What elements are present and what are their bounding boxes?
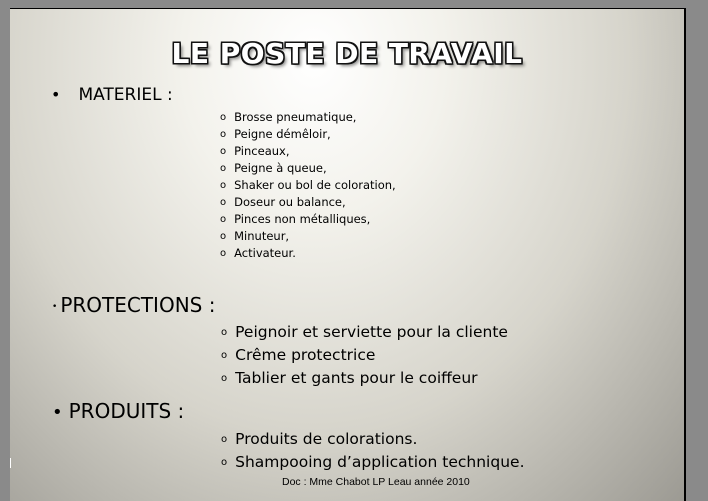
- list-item: o Shaker ou bol de coloration,: [220, 178, 396, 192]
- heading-text: PRODUITS :: [68, 399, 185, 423]
- protections-list: [221, 321, 508, 390]
- slide-title: LE POSTE DE TRAVAIL: [171, 37, 523, 70]
- footer-credit: Doc : Mme Chabot LP Leau année 2010: [282, 476, 470, 488]
- circle-bullet-icon: o: [220, 214, 227, 225]
- heading-text: MATERIEL :: [78, 85, 173, 105]
- circle-bullet-icon: o: [221, 327, 228, 338]
- circle-bullet-icon: o: [220, 163, 227, 174]
- circle-bullet-icon: o: [220, 129, 227, 140]
- circle-bullet-icon: o: [220, 197, 227, 208]
- circle-bullet-icon: o: [220, 231, 227, 242]
- bullet-icon: •: [51, 85, 61, 104]
- materiel-list: [220, 109, 396, 262]
- list-item: o Shampooing d’application technique.: [221, 451, 525, 474]
- list-item: o Peigne démêloir,: [220, 127, 331, 141]
- list-item: o Crême protectrice: [221, 344, 508, 367]
- section-heading-protections: [52, 293, 215, 317]
- slide: [10, 8, 686, 501]
- list-item: o Brosse pneumatique,: [220, 110, 357, 124]
- circle-bullet-icon: o: [220, 146, 227, 157]
- circle-bullet-icon: o: [221, 373, 228, 384]
- circle-bullet-icon: o: [221, 457, 228, 468]
- list-item: o Produits de colorations.: [221, 428, 525, 451]
- circle-bullet-icon: o: [221, 434, 228, 445]
- list-item: o Pinces non métalliques,: [220, 212, 371, 226]
- heading-text: PROTECTIONS :: [60, 293, 216, 317]
- list-item: o Minuteur,: [220, 229, 290, 243]
- produits-list: [221, 428, 525, 474]
- circle-bullet-icon: o: [220, 248, 227, 259]
- bullet-icon: •: [52, 301, 58, 312]
- list-item: o Peigne à queue,: [220, 161, 327, 175]
- list-item: o Peignoir et serviette pour la cliente: [221, 321, 508, 344]
- list-item: o Doseur ou balance,: [220, 195, 346, 209]
- circle-bullet-icon: o: [221, 350, 228, 361]
- list-item: o Tablier et gants pour le coiffeur: [221, 367, 508, 390]
- list-item: o Activateur.: [220, 246, 296, 260]
- section-heading-produits: [52, 399, 184, 423]
- circle-bullet-icon: o: [220, 112, 227, 123]
- list-item: o Pinceaux,: [220, 144, 290, 158]
- circle-bullet-icon: o: [220, 180, 227, 191]
- bullet-icon: •: [52, 402, 63, 423]
- edge-mark: [10, 458, 11, 468]
- section-heading-materiel: [51, 85, 173, 105]
